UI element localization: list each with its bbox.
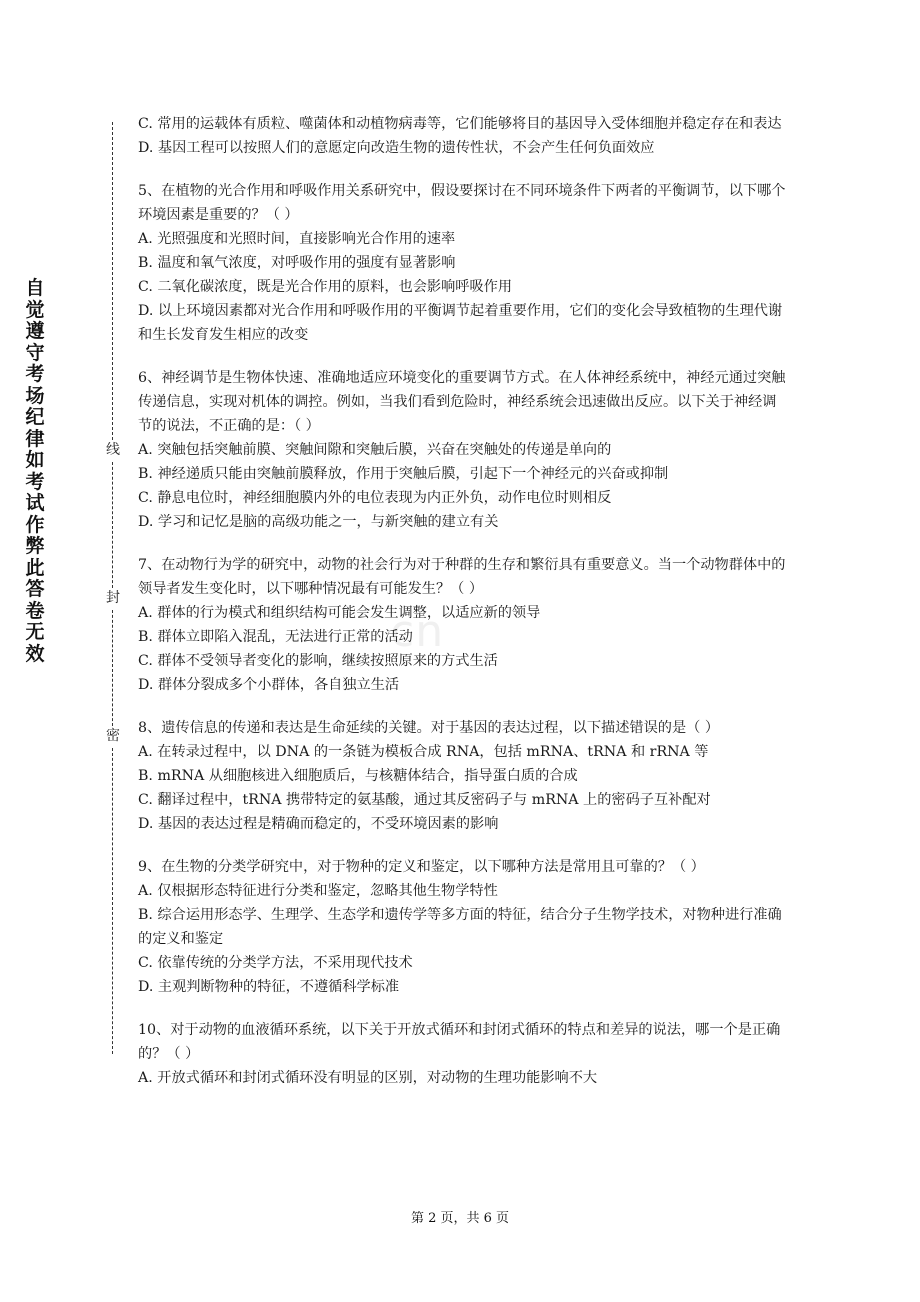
option-c: C. 常用的运载体有质粒、噬菌体和动植物病毒等，它们能够将目的基因导入受体细胞并稳定存在和表达 xyxy=(138,116,782,132)
option-c: C. 二氧化碳浓度，既是光合作用的原料，也会影响呼吸作用 xyxy=(138,279,513,295)
seal-char-feng: 封 xyxy=(106,590,120,606)
option-a: A. 在转录过程中，以 DNA 的一条链为模板合成 RNA，包括 mRNA、tRNA 和 rRNA 等 xyxy=(138,744,709,760)
option-b: B. 群体立即陷入混乱，无法进行正常的活动 xyxy=(138,629,413,645)
option-a: A. 开放式循环和封闭式循环没有明显的区别，对动物的生理功能影响不大 xyxy=(138,1070,598,1086)
option-a: A. 光照强度和光照时间，直接影响光合作用的速率 xyxy=(138,231,456,247)
option-c: C. 静息电位时，神经细胞膜内外的电位表现为内正外负，动作电位时则相反 xyxy=(138,490,612,506)
question-9: 9、在生物的分类学研究中，对于物种的定义和鉴定，以下哪种方法是常用且可靠的？（ ） xyxy=(138,859,705,875)
seal-char-mi: 密 xyxy=(106,728,120,744)
option-c: C. 翻译过程中，tRNA 携带特定的氨基酸，通过其反密码子与 mRNA 上的密码子互补配对 xyxy=(138,792,711,808)
option-c: C. 群体不受领导者变化的影响，继续按照原来的方式生活 xyxy=(138,653,498,669)
option-d: D. 学习和记忆是脑的高级功能之一，与新突触的建立有关 xyxy=(138,514,499,530)
question-5: 5、在植物的光合作用和呼吸作用关系研究中，假设要探讨在不同环境条件下两者的平衡调节，以下哪个环境因素是重要的？（ ） xyxy=(138,183,786,223)
exam-rules-vertical-title: 自觉遵守考场纪律如考试作弊此答卷无效 xyxy=(25,277,45,665)
watermark: cn xyxy=(390,606,445,657)
option-d: D. 群体分裂成多个小群体，各自独立生活 xyxy=(138,677,400,693)
option-b: B. 温度和氧气浓度，对呼吸作用的强度有显著影响 xyxy=(138,255,456,271)
question-6: 6、神经调节是生物体快速、准确地适应环境变化的重要调节方式。在人体神经系统中，神经元通过突触传递信息，实现对机体的调控。例如，当我们看到危险时，神经系统会迅速做出反应。以下关于神经调节的说法，不正确的是：（ ） xyxy=(138,370,786,434)
seal-dashed-line xyxy=(112,122,113,440)
question-7: 7、在动物行为学的研究中，动物的社会行为对于种群的生存和繁衍具有重要意义。当一个动物群体中的领导者发生变化时，以下哪种情况最有可能发生？（ ） xyxy=(138,557,786,597)
option-a: A. 仅根据形态特征进行分类和鉴定，忽略其他生物学特性 xyxy=(138,883,498,899)
option-d: D. 基因的表达过程是精确而稳定的，不受环境因素的影响 xyxy=(138,816,499,832)
option-a: A. 群体的行为模式和组织结构可能会发生调整，以适应新的领导 xyxy=(138,605,541,621)
exam-content xyxy=(138,112,786,1090)
option-d: D. 基因工程可以按照人们的意愿定向改造生物的遗传性状，不会产生任何负面效应 xyxy=(138,140,655,156)
option-b: B. 综合运用形态学、生理学、生态学和遗传学等多方面的特征，结合分子生物学技术，对物种进行准确的定义和鉴定 xyxy=(138,907,782,947)
seal-dashed-line xyxy=(112,748,113,1054)
option-d: D. 以上环境因素都对光合作用和呼吸作用的平衡调节起着重要作用，它们的变化会导致植物的生理代谢和生长发育发生相应的改变 xyxy=(138,303,783,343)
option-b: B. 神经递质只能由突触前膜释放，作用于突触后膜，引起下一个神经元的兴奋或抑制 xyxy=(138,466,669,482)
question-10: 10、对于动物的血液循环系统，以下关于开放式循环和封闭式循环的特点和差异的说法，哪一个是正确的？（ ） xyxy=(138,1022,781,1062)
seal-dashed-line xyxy=(112,462,113,588)
page-footer: 第 2 页，共 6 页 xyxy=(410,1211,510,1226)
question-8: 8、遗传信息的传递和表达是生命延续的关键。对于基因的表达过程，以下描述错误的是（ ） xyxy=(138,720,720,736)
seal-dashed-line xyxy=(112,610,113,726)
option-c: C. 依靠传统的分类学方法，不采用现代技术 xyxy=(138,955,413,971)
option-a: A. 突触包括突触前膜、突触间隙和突触后膜，兴奋在突触处的传递是单向的 xyxy=(138,442,612,458)
seal-char-xian: 线 xyxy=(106,442,120,458)
option-b: B. mRNA 从细胞核进入细胞质后，与核糖体结合，指导蛋白质的合成 xyxy=(138,768,578,784)
option-d: D. 主观判断物种的特征，不遵循科学标准 xyxy=(138,979,400,995)
